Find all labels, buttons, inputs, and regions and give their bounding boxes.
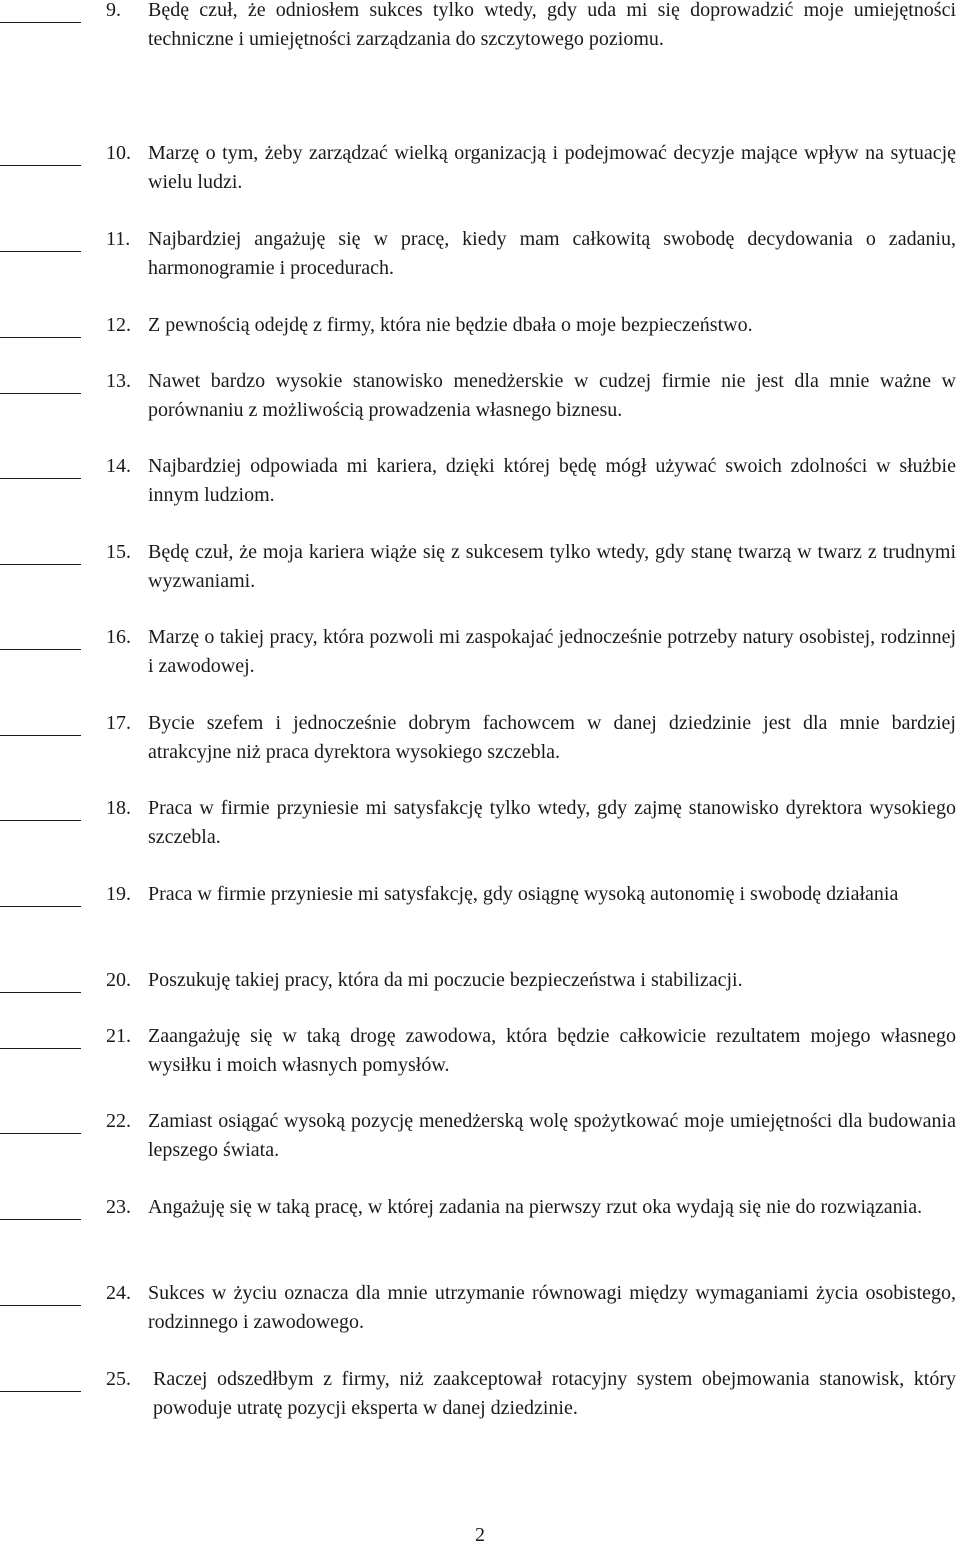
question-number: 18. bbox=[106, 797, 131, 819]
question-number: 24. bbox=[106, 1282, 131, 1304]
question-number: 22. bbox=[106, 1110, 131, 1132]
question-text: Zamiast osiągać wysoką pozycję menedżerską wolę spożytkować moje umiejętności dla budowania lepszego świata. bbox=[148, 1110, 956, 1161]
answer-blank-line[interactable] bbox=[0, 906, 81, 907]
question-number: 20. bbox=[106, 969, 131, 991]
answer-blank-line[interactable] bbox=[0, 1219, 81, 1220]
answer-blank-line[interactable] bbox=[0, 1305, 81, 1306]
question-text: Sukces w życiu oznacza dla mnie utrzymanie równowagi między wymaganiami życia osobistego, rodzinnego i zawodowego. bbox=[148, 1282, 956, 1333]
question-number: 11. bbox=[106, 228, 131, 250]
question-text: Marzę o tym, żeby zarządzać wielką organizacją i podejmować decyzje mające wpływ na sytuację wielu ludzi. bbox=[148, 142, 956, 193]
question-number: 10. bbox=[106, 142, 131, 164]
question-number: 19. bbox=[106, 883, 131, 905]
question-text: Najbardziej odpowiada mi kariera, dzięki której będę mógł używać swoich zdolności w służbie innym ludziom. bbox=[148, 455, 956, 506]
answer-blank-line[interactable] bbox=[0, 1391, 81, 1392]
question-text: Praca w firmie przyniesie mi satysfakcję, gdy osiągnę wysoką autonomię i swobodę działania bbox=[148, 883, 899, 905]
answer-blank-line[interactable] bbox=[0, 1048, 81, 1049]
answer-blank-line[interactable] bbox=[0, 165, 81, 166]
question-number: 13. bbox=[106, 370, 131, 392]
question-number: 21. bbox=[106, 1025, 131, 1047]
answer-blank-line[interactable] bbox=[0, 337, 81, 338]
question-text: Zaangażuję się w taką drogę zawodowa, która będzie całkowicie rezultatem mojego własnego wysiłku i moich własnych pomysłów. bbox=[148, 1025, 956, 1076]
question-number: 23. bbox=[106, 1196, 131, 1218]
question-text: Poszukuję takiej pracy, która da mi poczucie bezpieczeństwa i stabilizacji. bbox=[148, 969, 743, 991]
question-number: 25. bbox=[106, 1368, 131, 1390]
question-number: 9. bbox=[106, 0, 121, 21]
question-text: Będę czuł, że odniosłem sukces tylko wtedy, gdy uda mi się doprowadzić moje umiejętności techniczne i umiejętności zarządzania do szczytowego poziomu. bbox=[148, 0, 956, 50]
page-number: 2 bbox=[475, 1524, 485, 1546]
answer-blank-line[interactable] bbox=[0, 820, 81, 821]
answer-blank-line[interactable] bbox=[0, 564, 81, 565]
question-text: Będę czuł, że moja kariera wiąże się z sukcesem tylko wtedy, gdy stanę twarzą w twarz z trudnymi wyzwaniami. bbox=[148, 541, 956, 592]
question-text: Z pewnością odejdę z firmy, która nie będzie dbała o moje bezpieczeństwo. bbox=[148, 314, 753, 336]
question-text: Marzę o takiej pracy, która pozwoli mi zaspokajać jednocześnie potrzeby natury osobistej, rodzinnej i zawodowej. bbox=[148, 626, 956, 677]
answer-blank-line[interactable] bbox=[0, 649, 81, 650]
answer-blank-line[interactable] bbox=[0, 992, 81, 993]
question-number: 12. bbox=[106, 314, 131, 336]
answer-blank-line[interactable] bbox=[0, 478, 81, 479]
question-number: 16. bbox=[106, 626, 131, 648]
question-text: Praca w firmie przyniesie mi satysfakcję tylko wtedy, gdy zajmę stanowisko dyrektora wysokiego szczebla. bbox=[148, 797, 956, 848]
question-text: Najbardziej angażuję się w pracę, kiedy mam całkowitą swobodę decydowania o zadaniu, harmonogramie i procedurach. bbox=[148, 228, 956, 279]
answer-blank-line[interactable] bbox=[0, 22, 81, 23]
question-text: Raczej odszedłbym z firmy, niż zaakceptował rotacyjny system obejmowania stanowisk, który powoduje utratę pozycji eksperta w danej dziedzinie. bbox=[153, 1368, 956, 1419]
question-number: 14. bbox=[106, 455, 131, 477]
question-number: 17. bbox=[106, 712, 131, 734]
question-text: Angażuję się w taką pracę, w której zadania na pierwszy rzut oka wydają się nie do rozwiązania. bbox=[148, 1196, 923, 1218]
answer-blank-line[interactable] bbox=[0, 251, 81, 252]
answer-blank-line[interactable] bbox=[0, 393, 81, 394]
answer-blank-line[interactable] bbox=[0, 1133, 81, 1134]
question-number: 15. bbox=[106, 541, 131, 563]
answer-blank-line[interactable] bbox=[0, 735, 81, 736]
question-text: Nawet bardzo wysokie stanowisko menedżerskie w cudzej firmie nie jest dla mnie ważne w porównaniu z możliwością prowadzenia własnego biznesu. bbox=[148, 370, 956, 421]
question-text: Bycie szefem i jednocześnie dobrym fachowcem w danej dziedzinie jest dla mnie bardziej atrakcyjne niż praca dyrektora wysokiego szczebla. bbox=[148, 712, 956, 763]
